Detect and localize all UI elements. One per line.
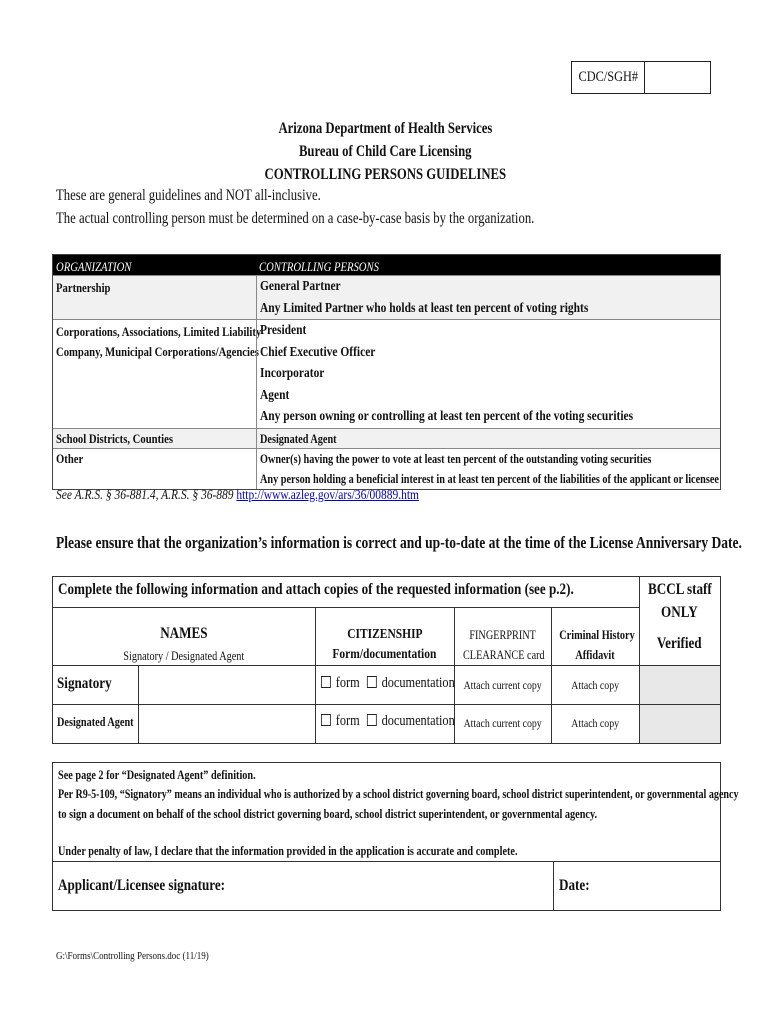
designated-agent-label: Designated Agent (57, 715, 134, 729)
information-table (52, 576, 721, 744)
form-checkbox[interactable] (321, 676, 331, 688)
fingerprint-header: FINGERPRINT CLEARANCE card (462, 628, 545, 662)
guidelines-row-school-districts (53, 428, 720, 448)
ars-link[interactable]: http://www.azleg.gov/ars/36/00889.htm (236, 488, 419, 503)
org-cell: School Districts, Counties (56, 431, 173, 446)
signature-field[interactable]: Applicant/Licensee signature: (58, 877, 226, 894)
footer-path: G:\Forms\Controlling Persons.doc (11/19) (56, 950, 209, 962)
penalty-declaration: Under penalty of law, I declare that the information provided in the application is accurate and complete. (58, 844, 518, 858)
agency-title: Arizona Department of Health Services (278, 120, 492, 137)
signatory-label: Signatory (57, 675, 112, 692)
intro-line-1: These are general guidelines and NOT all-inclusive. (56, 187, 321, 204)
form-label: form (335, 675, 360, 691)
cdc-sgh-input[interactable] (645, 62, 710, 93)
names-subheader: Signatory / Designated Agent (123, 649, 245, 663)
declaration-box (52, 762, 739, 911)
documentation-checkbox[interactable] (367, 676, 377, 688)
bccl-staff-only: BCCL staff ONLY (647, 581, 712, 621)
citizenship-header: CITIZENSHIP Form/documentation (332, 627, 437, 662)
designated-agent-name-field[interactable] (139, 705, 314, 742)
divider (53, 861, 720, 862)
designated-agent-criminal: Attach copy (571, 716, 619, 730)
guidelines-table (52, 254, 721, 490)
designated-agent-note: See page 2 for “Designated Agent” definition. (58, 768, 256, 782)
documentation-label: documentation (381, 675, 455, 691)
documentation-label: documentation (381, 713, 455, 729)
org-cell: Corporations, Associations, Limited Liability Company, Municipal Corporations/Agencies (56, 324, 262, 359)
persons-cell: Owner(s) having the power to vote at least ten percent of the outstanding voting securities Any person holding a beneficial interest in at least ten percent of the liabilities of the applicant or licensee (256, 449, 770, 489)
ars-reference (56, 488, 499, 504)
signatory-fingerprint: Attach current copy (463, 678, 542, 692)
page-title: CONTROLLING PERSONS GUIDELINES (264, 166, 506, 183)
criminal-history-header: Criminal History Affidavit (559, 628, 635, 662)
guidelines-row-partnership (53, 275, 720, 319)
verified-header: Verified (657, 635, 702, 652)
form-checkbox[interactable] (321, 714, 331, 726)
signatory-definition-line-1: Per R9-5-109, “Signatory” means an individual who is authorized by a school district governing board, school district superintendent, or governmental agency (58, 787, 739, 801)
designated-agent-fingerprint: Attach current copy (463, 716, 542, 730)
ars-citation: See A.R.S. § 36-881.4, A.R.S. § 36-889 (56, 488, 234, 503)
names-header: NAMES (160, 625, 208, 642)
info-heading: Complete the following information and attach copies of the requested information (see p.2). (58, 581, 574, 598)
intro-line-2: The actual controlling person must be determined on a case-by-case basis by the organization. (56, 210, 535, 227)
cdc-sgh-box (571, 61, 711, 94)
org-cell: Other (56, 451, 84, 466)
bureau-title: Bureau of Child Care Licensing (298, 143, 472, 160)
cdc-sgh-label: CDC/SGH# (572, 62, 645, 93)
divider (553, 861, 554, 910)
guidelines-row-corporations (53, 319, 720, 428)
signatory-name-field[interactable] (139, 666, 314, 703)
signatory-criminal: Attach copy (571, 678, 619, 692)
signatory-definition-line-2: to sign a document on behalf of the school district governing board, school district superintendent, or governmental agency. (58, 807, 598, 821)
guidelines-header-row: ORGANIZATION CONTROLLING PERSONS (53, 255, 720, 275)
org-cell: Partnership (56, 280, 111, 295)
ensure-notice: Please ensure that the organization’s information is correct and up-to-date at the time of the License Anniversary Date. (56, 533, 742, 552)
persons-cell: Designated Agent (256, 429, 353, 448)
documentation-checkbox[interactable] (367, 714, 377, 726)
persons-cell: President Chief Executive Officer Incorporator Agent Any person owning or controlling at least ten percent of the voting securities (256, 320, 715, 428)
guidelines-row-other (53, 448, 720, 489)
persons-cell: General Partner Any Limited Partner who holds at least ten percent of voting rights (256, 276, 660, 319)
date-field[interactable]: Date: (559, 877, 590, 894)
form-label: form (335, 713, 360, 729)
